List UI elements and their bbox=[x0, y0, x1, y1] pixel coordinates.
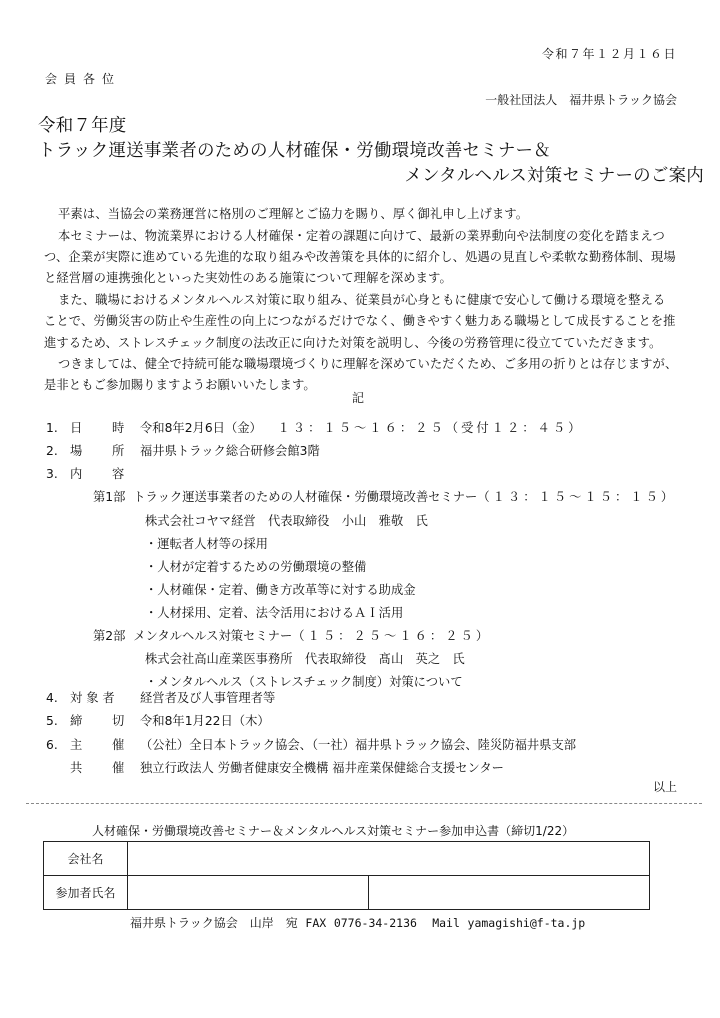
item-label: 対 象 者 bbox=[70, 691, 115, 705]
participant-name-field-2[interactable] bbox=[369, 876, 650, 910]
part-1-heading bbox=[93, 487, 676, 505]
item-content bbox=[46, 464, 140, 482]
item-value: 令和8年1月22日（木） bbox=[140, 714, 270, 728]
item-label: 内 容 bbox=[70, 467, 125, 481]
item-place bbox=[46, 441, 320, 459]
ki-heading: 記 bbox=[352, 391, 365, 405]
paragraph-line: 進するため、ストレスチェック制度の法改正に向けた対策を説明し、今後の労務管理に役立てていただきます。 bbox=[44, 336, 662, 350]
item-label: 日 時 bbox=[70, 421, 125, 435]
sender-organization: 一般社団法人 福井県トラック協会 bbox=[485, 93, 677, 107]
part-time: （１５：２５～１６：２５） bbox=[292, 629, 492, 643]
paragraph-line: ことで、労働災害の防止や生産性の向上につながるだけでなく、働きやすく魅力ある職場として成長することを推 bbox=[44, 314, 676, 328]
item-number: 2. bbox=[46, 444, 58, 458]
company-name-field[interactable] bbox=[128, 842, 650, 876]
part-title: トラック運送事業者のための人材確保・労働環境改善セミナー bbox=[133, 490, 478, 504]
item-label: 共 催 bbox=[70, 761, 125, 775]
recipient: 会員各位 bbox=[45, 72, 122, 86]
application-form-table bbox=[43, 841, 650, 910]
item-deadline bbox=[46, 711, 270, 729]
item-number: 1. bbox=[46, 421, 58, 435]
table-row bbox=[44, 876, 650, 910]
item-number: 5. bbox=[46, 714, 58, 728]
table-row bbox=[44, 842, 650, 876]
part-2-speaker: 株式会社高山産業医事務所 代表取締役 髙山 英之 氏 bbox=[145, 652, 465, 666]
item-number: 3. bbox=[46, 467, 58, 481]
mail-address[interactable]: yamagishi@f-ta.jp bbox=[467, 916, 586, 930]
part-label: 第1部 bbox=[93, 490, 126, 504]
paragraph-line: と経営層の連携強化といった実効性のある施策について理解を深めます。 bbox=[44, 271, 452, 285]
item-time: １３：１５～１６：２５（受付１２：４５） bbox=[277, 421, 584, 435]
item-label: 主 催 bbox=[70, 738, 125, 752]
closing-mark: 以上 bbox=[652, 780, 677, 794]
topic-bullet: ・人材が定着するための労働環境の整備 bbox=[145, 560, 367, 574]
item-label: 締 切 bbox=[70, 714, 125, 728]
greeting-paragraph: 平素は、当協会の業務運営に格別のご理解とご協力を賜り、厚く御礼申し上げます。 bbox=[58, 207, 529, 221]
contact-to: 福井県トラック協会 山岸 宛 bbox=[130, 916, 298, 930]
item-number: 6. bbox=[46, 738, 58, 752]
topic-bullet: ・メンタルヘルス（ストレスチェック制度）対策について bbox=[145, 675, 463, 689]
mail-label: Mail bbox=[432, 916, 460, 930]
document-date: 令和７年１２月１６日 bbox=[541, 47, 677, 61]
fax-label: FAX bbox=[305, 916, 327, 930]
fax-number: 0776-34-2136 bbox=[333, 916, 417, 930]
item-value: （公社）全日本トラック協会、（一社）福井県トラック協会、陸災防福井県支部 bbox=[140, 738, 577, 752]
paragraph-line: 是非ともご参加賜りますようお願いいたします。 bbox=[44, 378, 316, 392]
item-value: 経営者及び人事管理者等 bbox=[140, 691, 276, 705]
item-label: 場 所 bbox=[70, 444, 125, 458]
item-cosponsor bbox=[46, 758, 504, 776]
part-2-heading bbox=[93, 626, 491, 644]
item-value: 独立行政法人 労働者健康安全機構 福井産業保健総合支援センター bbox=[140, 761, 504, 775]
item-number: 4. bbox=[46, 691, 58, 705]
topic-bullet: ・運転者人材等の採用 bbox=[145, 537, 268, 551]
topic-bullet: ・人材確保・定着、働き方改革等に対する助成金 bbox=[145, 583, 416, 597]
paragraph-line: つきましては、健全で持続可能な職場環境づくりに理解を深めていただくため、ご多用の折りとは存じますが、 bbox=[58, 357, 678, 371]
part-time: （１３：１５～１５：１５） bbox=[477, 490, 677, 504]
paragraph-line: つ、企業が実際に進めている先進的な取り組みや改善策を具体的に紹介し、処遇の見直しや柔軟な勤務体制、現場 bbox=[44, 250, 676, 264]
topic-bullet: ・人材採用、定着、法令活用におけるＡＩ活用 bbox=[145, 606, 404, 620]
item-organizer bbox=[46, 735, 576, 753]
company-name-label: 会社名 bbox=[44, 842, 128, 876]
participant-name-field-1[interactable] bbox=[128, 876, 369, 910]
part-1-speaker: 株式会社コヤマ経営 代表取締役 小山 雅敬 氏 bbox=[145, 514, 428, 528]
item-date bbox=[46, 418, 583, 436]
title-line-1: トラック運送事業者のための人材確保・労働環境改善セミナー＆ bbox=[38, 141, 551, 161]
title-year: 令和７年度 bbox=[38, 116, 127, 136]
item-value: 令和8年2月6日（金） bbox=[140, 421, 262, 435]
paragraph-line: 本セミナーは、物流業界における人材確保・定着の課題に向けて、最新の業界動向や法制度の変化を踏まえつ bbox=[58, 229, 665, 243]
contact-footer bbox=[130, 914, 585, 931]
participant-name-label: 参加者氏名 bbox=[44, 876, 128, 910]
item-value: 福井県トラック総合研修会館3階 bbox=[140, 444, 320, 458]
cut-line-divider bbox=[26, 803, 702, 804]
paragraph-line: また、職場におけるメンタルヘルス対策に取り組み、従業員が心身ともに健康で安心して働ける環境を整える bbox=[58, 293, 666, 307]
item-target bbox=[46, 688, 275, 706]
title-line-2: メンタルヘルス対策セミナーのご案内 bbox=[404, 166, 704, 186]
application-form-title: 人材確保・労働環境改善セミナー＆メンタルヘルス対策セミナー参加申込書（締切1/22） bbox=[92, 824, 575, 838]
part-title: メンタルヘルス対策セミナー bbox=[133, 629, 293, 643]
part-label: 第2部 bbox=[93, 629, 126, 643]
